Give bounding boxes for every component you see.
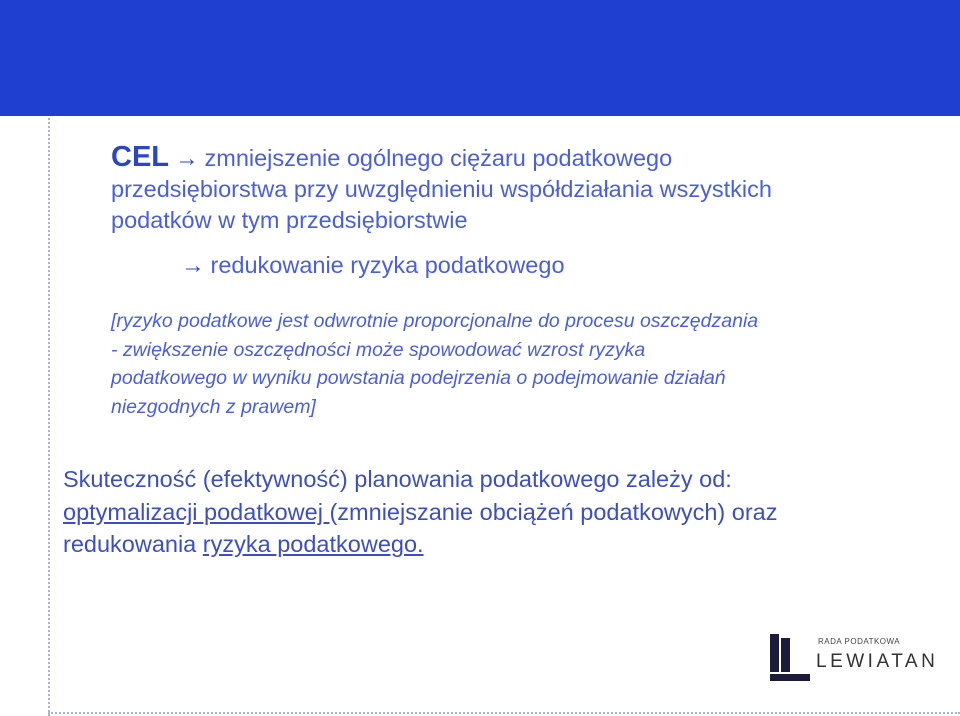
- header-bar: [0, 0, 960, 116]
- note-line3: podatkowego w wyniku powstania podejrzenia o podejmowanie działań: [111, 367, 726, 389]
- logo-big-text: LEWIATAN: [816, 651, 939, 672]
- optimization-link[interactable]: optymalizacji podatkowej: [63, 498, 330, 525]
- vertical-dotted-divider: [48, 118, 50, 716]
- logo-mark-icon: [768, 634, 812, 682]
- summary-line1: Skuteczność (efektywność) planowania podatkowego zależy od:: [63, 466, 732, 492]
- lewiatan-logo: [768, 634, 939, 684]
- goal-text-line1: zmniejszenie ogólnego ciężaru podatkowego: [204, 145, 673, 171]
- summary-line3-start: redukowania: [63, 531, 203, 557]
- summary-block: [63, 463, 943, 561]
- arrow-right-icon: →: [181, 252, 205, 278]
- note-line2: - zwiększenie oszczędności może spowodować wzrost ryzyka: [111, 338, 646, 361]
- bottom-dotted-divider: [48, 712, 960, 714]
- goal-text-line3: podatków w tym przedsiębiorstwie: [111, 207, 468, 233]
- risk-link[interactable]: ryzyka podatkowego.: [202, 531, 424, 557]
- note-line4: niezgodnych z prawem]: [111, 395, 316, 418]
- sub-goal-text: redukowanie ryzyka podatkowego: [210, 252, 565, 278]
- risk-note: [111, 307, 911, 421]
- goal-text-line2: przedsiębiorstwa przy uwzględnieniu współdziałania wszystkich: [111, 176, 772, 202]
- goal-block: [111, 142, 911, 236]
- logo-small-text: RADA PODATKOWA: [818, 637, 901, 646]
- summary-line2-rest: (zmniejszanie obciążeń podatkowych) oraz: [329, 498, 778, 525]
- goal-label: CEL: [111, 141, 169, 173]
- arrow-right-icon: →: [175, 145, 199, 171]
- sub-goal: [181, 250, 565, 281]
- note-line1: [ryzyko podatkowe jest odwrotnie proporcjonalne do procesu oszczędzania: [111, 310, 759, 332]
